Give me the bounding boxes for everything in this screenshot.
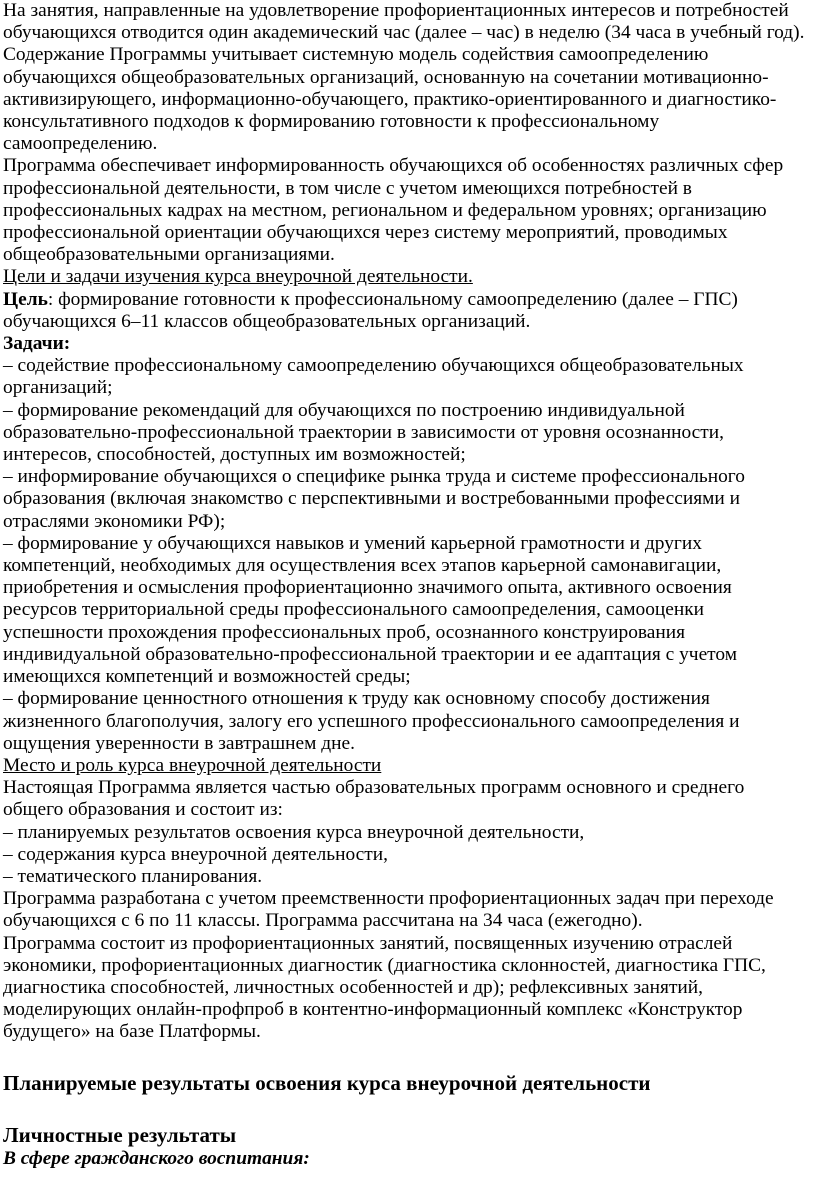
paragraph-continuity: Программа разработана с учетом преемственности профориентационных задач при переходе обучающихся с 6 по 11 классы. Программа рассчитана на 34 часа (ежегодно). (3, 888, 774, 932)
task-item: – формирование рекомендаций для обучающихся по построению индивидуальной образовательно-профессиональной траектории в зависимости от уровня осознанности, интересов, способностей, доступных им возможностей; (3, 399, 724, 466)
place-paragraph: Настоящая Программа является частью образовательных программ основного и среднего общего образования и состоит из: (3, 777, 745, 821)
goal-label: Цель (3, 288, 48, 310)
results-heading: Планируемые результаты освоения курса внеурочной деятельности (3, 1070, 651, 1095)
task-item: – информирование обучающихся о специфике рынка труда и системе профессионального образования (включая знакомство с перспективными и востребованными профессиями и отраслями экономики РФ); (3, 466, 745, 532)
list-item: – тематического планирования. (3, 865, 263, 887)
personal-results-heading: Личностные результаты (3, 1122, 237, 1147)
place-heading: Место и роль курса внеурочной деятельности (3, 754, 382, 776)
goal-paragraph (3, 289, 809, 333)
paragraph-hours: На занятия, направленные на удовлетворение профориентационных интересов и потребностей обучающихся отводится один академический час (далее – час) в неделю (34 часа в учебный год). (3, 0, 805, 44)
goal-text: : формирование готовности к профессиональному самоопределению (далее – ГПС) обучающихся 6–11 классов общеобразовательных организаций. (3, 288, 738, 332)
paragraph-structure: Программа состоит из профориентационных занятий, посвященных изучению отраслей экономики, профориентационных диагностик (диагностика склонностей, диагностика ГПС, диагностика способностей, личностных особенностей и др); рефлексивных занятий, моделирующих онлайн-профпроб в контентно-информационный комплекс «Конструктор будущего» на базе Платформы. (3, 932, 766, 1043)
task-item: – содействие профессиональному самоопределению обучающихся общеобразовательных организаций; (3, 355, 744, 399)
task-item: – формирование у обучающихся навыков и умений карьерной грамотности и других компетенций, необходимых для осуществления всех этапов карьерной самонавигации, приобретения и осмысления профориентационно значимого опыта, активного освоения ресурсов территориальной среды профессионального самоопределения, самооценки успешности прохождения профессиональных проб, осознанного конструирования индивидуальной образовательно-профессиональной траектории и ее адаптация с учетом имеющихся компетенций и возможностей среды; (3, 532, 737, 688)
paragraph-content: Содержание Программы учитывает системную модель содействия самоопределению обучающихся общеобразовательных организаций, основанную на сочетании мотивационно-активизирующего, информационно-обучающего, практико-ориентированного и диагностико-консультативного подходов к формированию готовности к профессиональному самоопределению. (3, 44, 777, 155)
civic-heading: В сфере гражданского воспитания: (3, 1147, 310, 1169)
tasks-label: Задачи: (3, 333, 71, 355)
paragraph-informing: Программа обеспечивает информированность обучающихся об особенностях различных сфер профессиональной деятельности, в том числе с учетом имеющихся потребностей в профессиональных кадрах на местном, региональном и федеральном уровнях; организацию профессиональной ориентации обучающихся через систему мероприятий, проводимых общеобразовательными организациями. (3, 155, 784, 266)
list-item: – планируемых результатов освоения курса внеурочной деятельности, (3, 821, 585, 843)
goals-heading: Цели и задачи изучения курса внеурочной деятельности. (3, 266, 473, 288)
list-item: – содержания курса внеурочной деятельности, (3, 843, 388, 865)
task-item: – формирование ценностного отношения к труду как основному способу достижения жизненного благополучия, залогу его успешного профессионального самоопределения и ощущения уверенности в завтрашнем дне. (3, 688, 740, 754)
